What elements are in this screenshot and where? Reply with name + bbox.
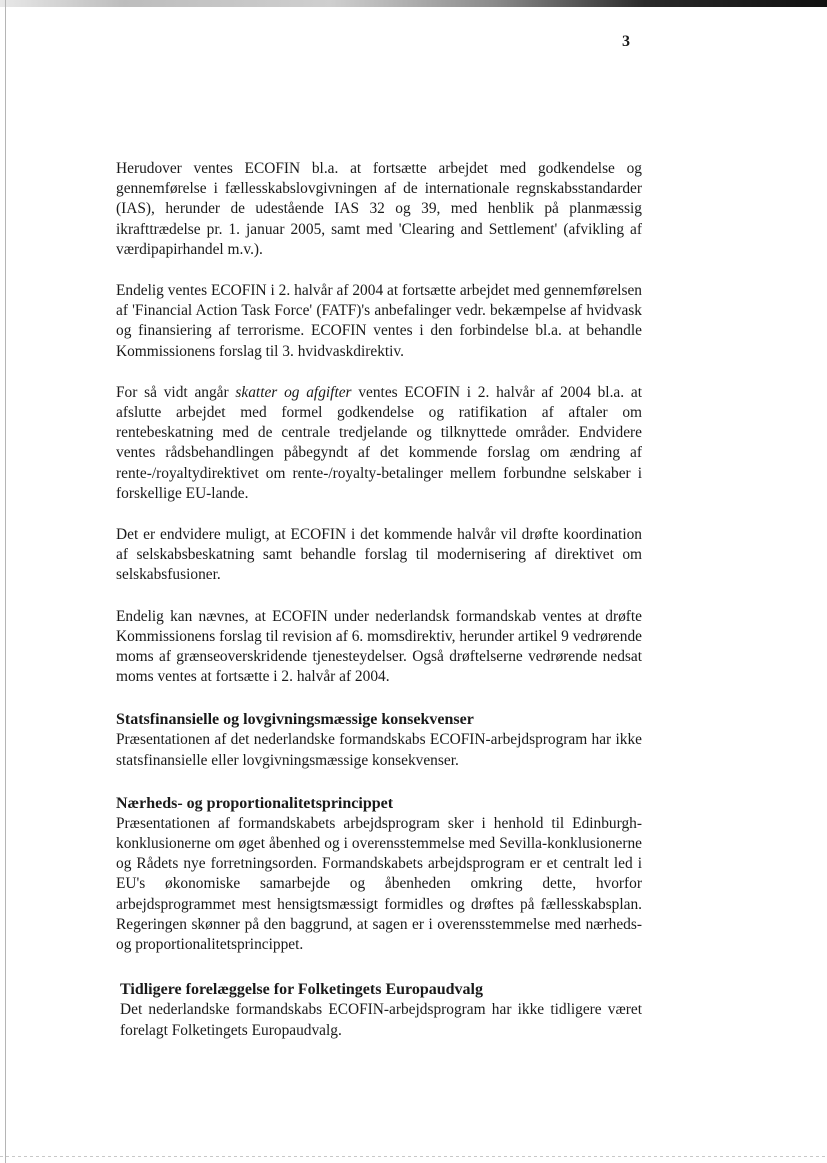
section-heading: Nærheds- og proportionalitetsprincippet <box>116 794 394 812</box>
section-fiscal-consequences <box>116 709 642 770</box>
scan-edge-bottom <box>0 1156 827 1157</box>
paragraph-ias: Herudover ventes ECOFIN bl.a. at fortsætte arbejdet med godkendelse og gennemførelse i fællesskabslovgivningen af de internationale regnskabsstandarder (IAS), herunder de udestående IAS 32 og 39, med henblik på planmæssig ikrafttrædelse pr. 1. januar 2005, samt med 'Clearing and Settlement' (afvikling af værdipapirhandel m.v.). <box>116 160 642 258</box>
section-body: Det nederlandske formandskabs ECOFIN-arbejdsprogram har ikke tidligere været forelagt Folketingets Europaudvalg. <box>120 1001 642 1039</box>
page-number: 3 <box>622 33 630 50</box>
paragraph-corporate-tax: Det er endvidere muligt, at ECOFIN i det kommende halvår vil drøfte koordination af selskabsbeskatning samt behandle forslag til modernisering af direktivet om selskabsfusioner. <box>116 526 642 584</box>
paragraph-taxation <box>116 383 642 504</box>
section-body: Præsentationen af formandskabets arbejdsprogram sker i henhold til Edinburgh-konklusionerne om øget åbenhed og i overensstemmelse med Sevilla-konklusionerne og Rådets nye forretningsorden. Formandskabets arbejdsprogram er et centralt led i EU's økonomiske samarbejde og åbenheden omkring dette, hvorfor arbejdsprogrammet mest hensigtsmæssigt formidles og drøftes på fællesskabsplan. Regeringen skønner på den baggrund, at sagen er i overensstemmelse med nærheds- og proportionalitetsprincippet. <box>116 814 642 954</box>
paragraph-vat: Endelig kan nævnes, at ECOFIN under nederlandsk formandskab ventes at drøfte Kommissionens forslag til revision af 6. momsdirektiv, herunder artikel 9 vedrørende moms af grænseoverskridende tjenesteydelser. Også drøftelserne vedrørende nedsat moms ventes at fortsætte i 2. halvår af 2004. <box>116 607 642 686</box>
section-heading: Tidligere forelæggelse for Folketingets Europaudvalg <box>120 981 483 999</box>
paragraph-taxation-after: ventes ECOFIN i 2. halvår af 2004 bl.a. at afslutte arbejdet med formel godkendelse og ratifikation af aftaler om rentebeskatning med de centrale tredjelande og tilknyttede områder. Endvidere ventes rådsbehandlingen påbegyndt af det kommende forslag om ændring af rente-/royaltydirektivet om rente-/royalty-betalinger mellem forbundne selskaber i forskellige EU-lande. <box>116 383 642 502</box>
paragraph-fatf: Endelig ventes ECOFIN i 2. halvår af 2004 at fortsætte arbejdet med gennemførelsen af 'Financial Action Task Force' (FATF)'s anbefalinger vedr. bekæmpelse af hvidvask og finansiering af terrorisme. ECOFIN ventes i den forbindelse bl.a. at behandle Kommissionens forslag til 3. hvidvaskdirektiv. <box>116 282 642 360</box>
paragraph-taxation-before: For så vidt angår <box>116 383 236 401</box>
paragraph-taxation-emphasis: skatter og afgifter <box>235 383 352 401</box>
section-subsidiarity <box>116 793 642 955</box>
document-body <box>116 159 642 1041</box>
scan-edge-top <box>0 0 827 7</box>
section-heading: Statsfinansielle og lovgivningsmæssige konsekvenser <box>116 711 474 729</box>
section-body: Præsentationen af det nederlandske formandskabs ECOFIN-arbejdsprogram har ikke statsfinansielle eller lovgivningsmæssige konsekvenser. <box>116 731 642 769</box>
scan-edge-left <box>5 0 6 1163</box>
section-prior-submission <box>120 979 642 1040</box>
